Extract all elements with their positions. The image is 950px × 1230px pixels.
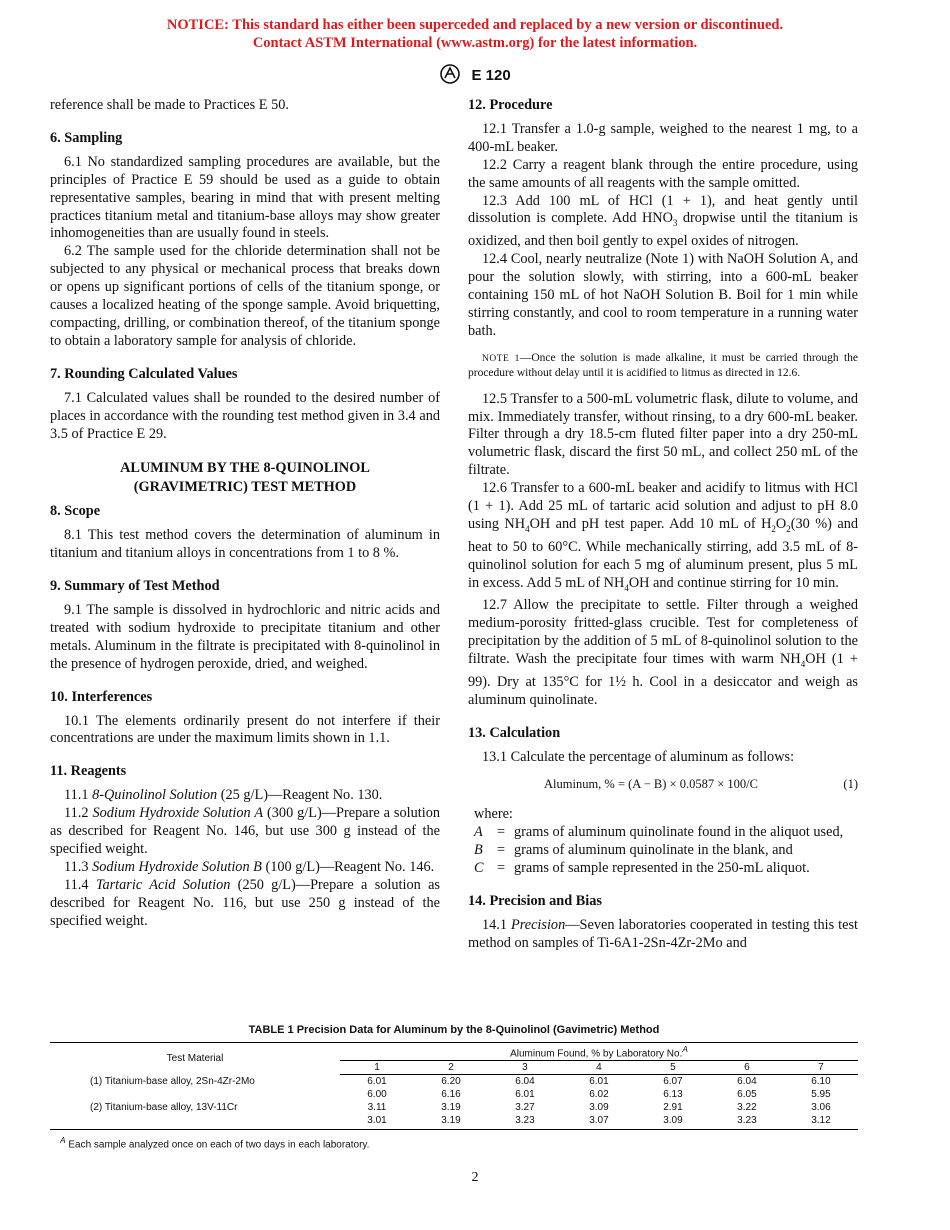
cell-value: 3.11	[367, 1102, 387, 1114]
para-11-4: 11.4 Tartaric Acid Solution (250 g/L)—Prepare a solution as described for Reagent No. 116, but use 250 g instead of the specified weight.	[50, 876, 440, 929]
page-number: 2	[471, 1170, 479, 1185]
cell-value: 6.04	[515, 1076, 535, 1088]
para-14-1: 14.1 Precision—Seven laboratories cooperated in testing this test method on samples of Ti-6A1-2Sn-4Zr-2Mo and	[468, 916, 858, 951]
section-13-title: 13. Calculation	[468, 724, 561, 741]
cell-material	[50, 1114, 340, 1130]
col-header-material: Test Material	[50, 1043, 340, 1075]
notice-banner	[0, 16, 950, 52]
col-header-lab: 7	[784, 1061, 858, 1075]
para-12-2: 12.2 Carry a reagent blank through the entire procedure, using the same amounts of all reagents with the sample omitted.	[468, 156, 858, 191]
para-7-1: 7.1 Calculated values shall be rounded to the desired number of places in accordance with the rounding test method given in 3.4 and 3.5 of Practice E 29.	[50, 389, 440, 442]
table-row	[50, 1075, 858, 1089]
equation-1	[468, 776, 858, 794]
cell-value: 3.27	[515, 1102, 535, 1114]
cell-value: 6.00	[367, 1089, 387, 1101]
section-6-title: 6. Sampling	[50, 129, 123, 146]
variable-definition: A = grams of aluminum quinolinate found in the aliquot used,	[474, 824, 844, 841]
method-title-line-1: ALUMINUM BY THE 8-QUINOLINOL	[120, 460, 370, 477]
col-header-lab: 3	[488, 1061, 562, 1075]
para-12-3: 12.3 Add 100 mL of HCl (1 + 1), and heat gently until dissolution is complete. Add $HNO_3$ dropwise until the titanium is oxidized, and then boil gently to expel oxides of nitrogen.	[468, 192, 858, 250]
section-12-title: 12. Procedure	[468, 97, 553, 113]
cell-value: 3.09	[589, 1102, 609, 1114]
cell-material	[50, 1088, 340, 1101]
para-11-1: 11.1 8-Quinolinol Solution (25 g/L)—Reagent No. 130.	[64, 787, 383, 804]
cell-material: (2) Titanium-base alloy, 13V-11Cr	[90, 1102, 238, 1114]
para-11-3: 11.3 Sodium Hydroxide Solution B (100 g/L)—Reagent No. 146.	[64, 858, 435, 875]
col-header-lab: 5	[636, 1061, 710, 1075]
cell-value: 6.01	[515, 1089, 535, 1101]
cell-value: 3.09	[636, 1114, 710, 1130]
col-header-lab: 2	[414, 1061, 488, 1075]
cell-value: 3.12	[784, 1114, 858, 1130]
method-title-line-2: (GRAVIMETRIC) TEST METHOD	[133, 479, 357, 496]
cell-value: 3.06	[811, 1102, 831, 1114]
table-footnote: $^A$ Each sample analyzed once on each of two days in each laboratory.	[60, 1135, 370, 1151]
section-8-title: 8. Scope	[50, 503, 101, 520]
variable-definition: C = grams of sample represented in the 250-mL aliquot.	[474, 860, 810, 877]
col-header-lab: 1	[340, 1061, 414, 1075]
col-header-lab: 4	[562, 1061, 636, 1075]
col-header-group: Aluminum Found, % by Laboratory No.$^A$	[340, 1043, 858, 1061]
col-header-lab: 6	[710, 1061, 784, 1075]
para-11-2: 11.2 Sodium Hydroxide Solution A (300 g/L)—Prepare a solution as described for Reagent No. 146, but use 300 g instead of the specified weight.	[50, 805, 441, 857]
table-row	[50, 1114, 858, 1130]
para-12-5: 12.5 Transfer to a 500-mL volumetric flask, dilute to volume, and mix. Immediately transfer, without rinsing, to a dry 600-mL beaker. Filter through a dry 18.5-cm fluted filter paper into a dry 250-mL volumetric flask, discard the first 50 mL, and collect 250 mL of the filtrate.	[468, 390, 858, 479]
para-12-1: 12.1 Transfer a 1.0-g sample, weighed to the nearest 1 mg, to a 400-mL beaker.	[468, 120, 858, 155]
right-column	[468, 97, 858, 953]
astm-logo-icon	[439, 64, 461, 84]
variable-definitions	[474, 824, 858, 878]
cell-value: 3.19	[414, 1114, 488, 1130]
method-title	[50, 459, 440, 497]
where-label: where:	[474, 806, 513, 823]
equation-number: (1)	[843, 777, 858, 792]
document-header	[0, 64, 950, 84]
cell-value: 3.01	[340, 1114, 414, 1130]
cell-value: 2.91	[663, 1102, 683, 1114]
precision-table	[50, 1024, 858, 1151]
cell-value: 6.16	[441, 1089, 461, 1101]
para-10-1: 10.1 The elements ordinarily present do not interfere if their concentrations are under the maximum limits shown in 1.1.	[50, 712, 440, 747]
left-column	[50, 97, 440, 931]
notice-line-2: Contact ASTM International (www.astm.org) for the latest information.	[252, 35, 698, 51]
para-12-7: 12.7 Allow the precipitate to settle. Filter through a weighed medium-porosity fritted-glass crucible. Test for completeness of precipitation by the addition of 5 mL of 8-quinolinol solution to the filtrate. Wash the precipitate four times with warm $NH_4OH$ (1 + 99). Dry at 135°C for 1½ h. Cool in a desiccator and weigh as aluminum quinolinate.	[468, 597, 858, 708]
cell-value: 3.22	[737, 1102, 757, 1114]
table-title: TABLE 1 Precision Data for Aluminum by the 8-Quinolinol (Gavimetric) Method	[248, 1024, 660, 1036]
section-7-title: 7. Rounding Calculated Values	[50, 365, 238, 382]
cell-value: 6.05	[737, 1089, 757, 1101]
note-1: NOTE 1—Once the solution is made alkaline, it must be carried through the procedure without delay until it is acidified to litmus as directed in 12.6.	[468, 351, 858, 380]
para-6-1: 6.1 No standardized sampling procedures are available, but the principles of Practice E 59 should be used as a guide to obtain representative samples, bearing in mind that with present melting practices titanium metal and titanium-base alloys may show greater inhomogeneities than are usually found in steels.	[50, 153, 440, 242]
cell-value: 6.01	[589, 1076, 609, 1088]
cell-value: 6.02	[589, 1089, 609, 1101]
cell-value: 5.95	[811, 1089, 831, 1101]
cell-material: (1) Titanium-base alloy, 2Sn-4Zr-2Mo	[90, 1076, 255, 1088]
designation: E 120	[471, 67, 511, 84]
cell-value: 6.07	[663, 1076, 683, 1088]
para-8-1: 8.1 This test method covers the determination of aluminum in titanium and titanium alloys in concentrations from 1 to 8 %.	[50, 527, 440, 562]
para-6-2: 6.2 The sample used for the chloride determination shall not be subjected to any physical or mechanical process that breaks down or opens up significant portions of cells of the titanium sponge, or causes a localized heating of the sponge sample. Avoid briquetting, compacting, drilling, or combination thereof, of the titanium sponge to obtain a laboratory sample for analysis of chloride.	[50, 243, 440, 349]
notice-line-1: NOTICE: This standard has either been superceded and replaced by a new version or discontinued.	[166, 17, 784, 33]
cell-value: 3.23	[710, 1114, 784, 1130]
cell-value: 6.13	[663, 1089, 683, 1101]
variable-definition: B = grams of aluminum quinolinate in the blank, and	[474, 842, 793, 859]
cell-value: 6.20	[441, 1076, 461, 1088]
cell-value: 6.04	[737, 1076, 757, 1088]
cell-value: 3.23	[488, 1114, 562, 1130]
para-9-1: 9.1 The sample is dissolved in hydrochloric and nitric acids and treated with sodium hydroxide to precipitate titanium and other metals. Aluminum in the filtrate is precipitated with 8-quinolinol in the presence of hydrogen peroxide, dried, and weighed.	[50, 602, 440, 672]
para-12-6: 12.6 Transfer to a 600-mL beaker and acidify to litmus with HCl (1 + 1). Add 25 mL of tartaric acid solution and adjust to pH 8.0 using $NH_4OH$ and pH test paper. Add 10 mL of $H_2O_2(30$ %) and heat to 50 to 60°C. While mechanically stirring, add 3.5 mL of 8-quinolinol solution for each 5 mg of aluminum present, plus 5 mL in excess. Add 5 mL of $NH_4OH$ and continue stirring for 10 min.	[468, 480, 858, 593]
section-14-title: 14. Precision and Bias	[468, 893, 602, 910]
section-11-title: 11. Reagents	[50, 763, 127, 780]
para-13-1: 13.1 Calculate the percentage of aluminum as follows:	[482, 748, 795, 765]
table-row	[50, 1088, 858, 1101]
para-12-4: 12.4 Cool, nearly neutralize (Note 1) with NaOH Solution A, and pour the solution slowly, with stirring, into a 600-mL beaker containing 150 mL of hot NaOH Solution B. Boil for 1 min while stirring constantly, and cool to room temperature in a running water bath.	[468, 251, 858, 339]
table-row	[50, 1101, 858, 1114]
cell-value: 3.19	[441, 1102, 461, 1114]
cell-value: 6.01	[367, 1076, 387, 1088]
equation-expression: Aluminum, % = (A − B) × 0.0587 × 100/C	[544, 777, 758, 792]
cell-value: 3.07	[562, 1114, 636, 1130]
carryover-text: reference shall be made to Practices E 50.	[50, 97, 289, 113]
cell-value: 6.10	[811, 1076, 831, 1088]
section-9-title: 9. Summary of Test Method	[50, 578, 220, 595]
section-10-title: 10. Interferences	[50, 688, 153, 705]
